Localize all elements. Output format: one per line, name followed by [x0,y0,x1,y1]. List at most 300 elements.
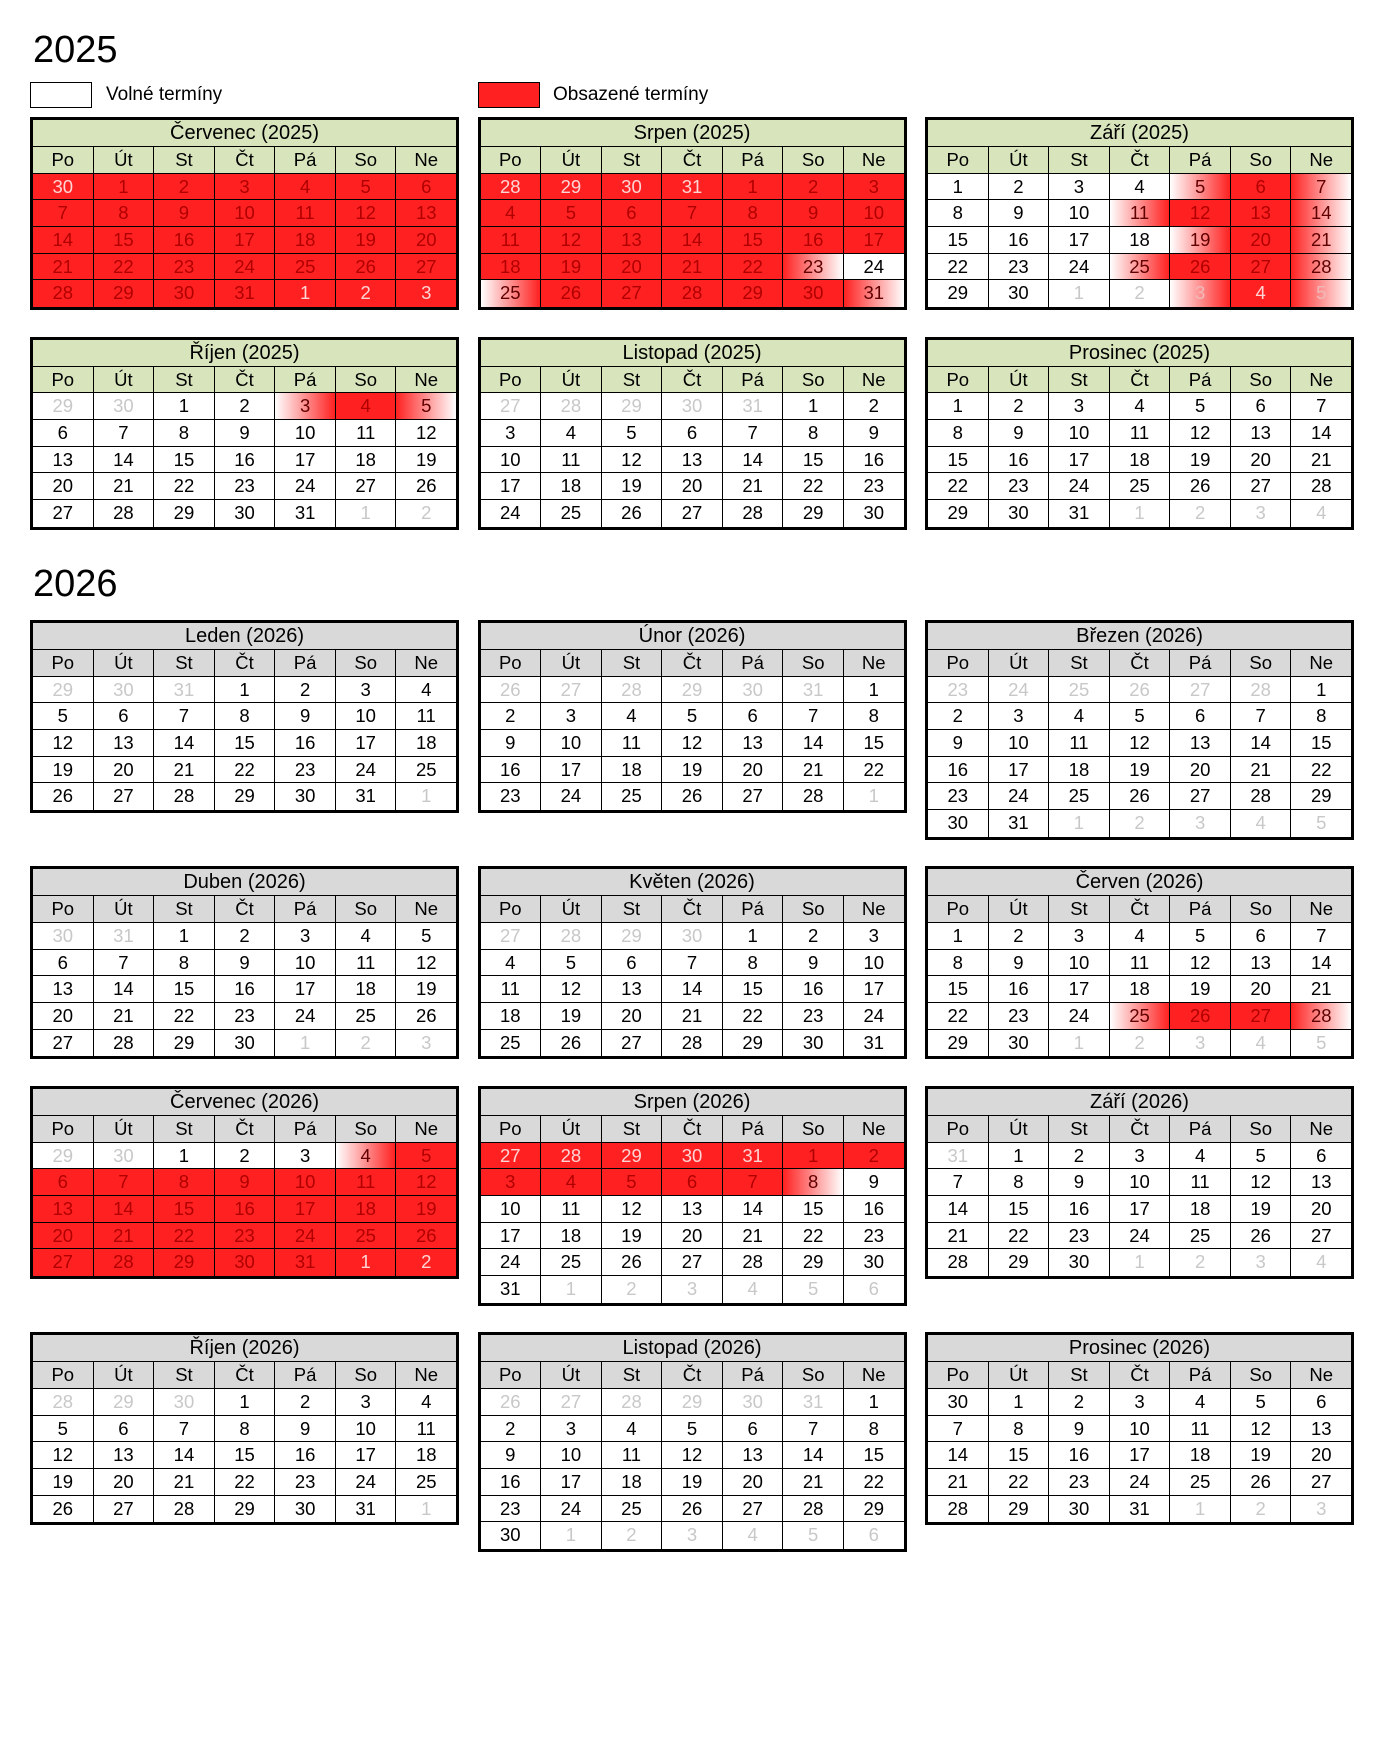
day-cell: 22 [863,1471,885,1492]
day-cell: 14 [783,730,844,756]
week-row [928,254,1351,281]
day-cell: 24 [541,783,602,810]
day-cell: 8 [868,1417,879,1439]
day-cell: 6 [94,703,155,729]
day-cell: 15 [154,447,215,473]
day-cell: 15 [863,732,885,754]
weekday-label: Ne [396,367,456,393]
year-title: 2025 [33,29,118,71]
day-cell: 9 [868,422,879,443]
weekday-label: Ne [844,367,904,393]
day-cell: 28 [662,280,723,307]
day-cell: 26 [1170,1003,1231,1029]
week-row [481,227,904,254]
day-cell: 4 [481,200,542,226]
week-row [33,280,456,307]
day-cell: 19 [1231,1196,1292,1222]
day-cell: 4 [1231,1030,1292,1057]
day-cell: 2 [783,174,844,200]
day-cell: 11 [1170,1416,1231,1442]
month-title: Listopad (2025) [481,340,904,367]
day-cell: 30 [94,1143,155,1169]
day-cell: 4 [1316,502,1327,524]
day-cell: 20 [1170,757,1231,783]
weekday-label: Čt [662,896,723,922]
day-cell: 29 [33,393,94,419]
day-cell: 4 [602,1416,663,1442]
day-cell: 18 [1110,227,1171,253]
day-cell: 4 [1231,280,1292,307]
day-cell: 22 [154,1223,215,1249]
day-cell: 30 [275,783,336,810]
day-cell: 4 [1110,923,1171,949]
day-cell: 10 [275,950,336,976]
day-cell: 25 [602,1496,663,1522]
weekday-label: St [154,650,215,676]
day-cell: 3 [275,393,336,419]
week-row [33,757,456,784]
day-cell: 21 [1291,227,1351,253]
day-cell: 6 [662,1169,723,1195]
weekday-label: St [1049,367,1110,393]
week-row [481,1223,904,1250]
day-cell: 2 [215,923,276,949]
weekday-label: Čt [215,1362,276,1388]
weekday-label: Út [541,650,602,676]
day-cell: 13 [723,1442,784,1468]
day-cell: 9 [868,1171,879,1193]
day-cell: 25 [541,500,602,527]
day-cell: 26 [662,783,723,810]
day-cell: 17 [1110,1442,1171,1468]
week-row [33,1003,456,1030]
day-cell: 2 [844,1143,904,1169]
day-cell: 1 [868,678,879,700]
day-cell: 1 [1049,1030,1110,1057]
day-cell: 22 [989,1223,1050,1249]
day-cell: 19 [336,227,397,253]
day-cell: 29 [154,1249,215,1276]
weekday-label: Čt [215,147,276,173]
weekday-label: Čt [215,650,276,676]
day-cell: 28 [541,393,602,419]
weekday-row [481,896,904,923]
weekday-label: Ne [396,896,456,922]
weekday-label: Po [33,650,94,676]
week-row [481,1389,904,1416]
day-cell: 30 [863,1251,885,1273]
day-cell: 19 [662,1469,723,1495]
week-row [481,200,904,227]
day-cell: 6 [868,1278,879,1300]
day-cell: 20 [1231,447,1292,473]
weekday-row [33,367,456,394]
week-row [481,976,904,1003]
week-row [928,174,1351,201]
day-cell: 29 [662,1389,723,1415]
day-cell: 25 [275,254,336,280]
day-cell: 16 [989,227,1050,253]
week-row [928,1496,1351,1523]
day-cell: 7 [662,200,723,226]
day-cell: 13 [1310,1171,1332,1193]
day-cell: 5 [396,1143,456,1169]
day-cell: 25 [481,1030,542,1057]
day-cell: 21 [723,1223,784,1249]
day-cell: 5 [1170,393,1231,419]
day-cell: 1 [421,1497,432,1519]
week-row [33,1223,456,1250]
day-cell: 13 [1231,200,1292,226]
day-cell: 1 [723,174,784,200]
day-cell: 18 [541,473,602,499]
day-cell: 27 [1231,254,1292,280]
day-cell: 16 [275,730,336,756]
week-row [33,1469,456,1496]
day-cell: 10 [481,447,542,473]
day-cell: 11 [416,1417,436,1439]
day-cell: 3 [336,677,397,703]
day-cell: 2 [989,174,1050,200]
day-cell: 12 [1170,200,1231,226]
month-title: Duben (2026) [33,869,456,896]
day-cell: 5 [1170,923,1231,949]
weekday-row [928,650,1351,677]
day-cell: 27 [1170,677,1231,703]
day-cell: 8 [928,200,989,226]
day-cell: 4 [481,950,542,976]
weekday-label: Út [541,367,602,393]
day-cell: 25 [1170,1469,1231,1495]
day-cell: 15 [928,227,989,253]
day-cell: 1 [1049,810,1110,837]
day-cell: 3 [989,703,1050,729]
day-cell: 3 [1231,500,1292,527]
weekday-label: Po [481,1362,542,1388]
day-cell: 5 [783,1276,844,1303]
day-cell: 27 [541,1389,602,1415]
weekday-label: So [336,147,397,173]
day-cell: 21 [154,1469,215,1495]
day-cell: 17 [1049,447,1110,473]
weekday-label: Po [33,147,94,173]
day-cell: 29 [154,500,215,527]
day-cell: 24 [863,1005,885,1027]
weekday-label: Út [541,1116,602,1142]
day-cell: 20 [1231,976,1292,1002]
day-cell: 6 [1231,923,1292,949]
day-cell: 8 [783,420,844,446]
day-cell: 8 [928,420,989,446]
weekday-label: Pá [723,147,784,173]
day-cell: 11 [1049,730,1110,756]
day-cell: 4 [421,1390,432,1412]
day-cell: 29 [723,280,784,307]
day-cell: 20 [33,473,94,499]
day-cell: 7 [662,950,723,976]
day-cell: 12 [336,200,397,226]
weekday-label: So [783,1362,844,1388]
day-cell: 30 [989,500,1050,527]
day-cell: 7 [33,200,94,226]
day-cell: 19 [1170,227,1231,253]
weekday-label: So [1231,1116,1292,1142]
weekday-row [481,367,904,394]
weekday-label: Čt [1110,1116,1171,1142]
day-cell: 4 [421,678,432,700]
day-cell: 14 [94,447,155,473]
weekday-row [33,650,456,677]
day-cell: 23 [275,757,336,783]
day-cell: 30 [33,923,94,949]
day-cell: 29 [215,783,276,810]
day-cell: 9 [1049,1416,1110,1442]
day-cell: 2 [1231,1496,1292,1523]
day-cell: 6 [396,174,456,200]
weekday-label: St [154,896,215,922]
day-cell: 10 [336,1416,397,1442]
weekday-label: St [154,1362,215,1388]
month-calendar [925,866,1354,1059]
day-cell: 11 [481,976,542,1002]
weekday-row [481,1362,904,1389]
day-cell: 22 [154,473,215,499]
weekday-label: Ne [1291,1116,1351,1142]
weekday-label: Pá [1170,896,1231,922]
weekday-label: Pá [275,650,336,676]
day-cell: 23 [928,677,989,703]
day-cell: 31 [844,280,904,307]
day-cell: 15 [783,1196,844,1222]
week-row [928,923,1351,950]
day-cell: 4 [1110,174,1171,200]
day-cell: 1 [723,923,784,949]
weekday-label: Ne [1291,650,1351,676]
day-cell: 16 [863,1198,885,1219]
weekday-label: So [336,650,397,676]
weekday-label: St [602,896,663,922]
day-cell: 6 [94,1416,155,1442]
day-cell: 26 [481,677,542,703]
day-cell: 7 [783,703,844,729]
weekday-label: Po [928,147,989,173]
week-row [928,703,1351,730]
weekday-label: Čt [1110,1362,1171,1388]
day-cell: 3 [421,1031,432,1053]
week-row [33,1249,456,1276]
day-cell: 2 [336,1030,397,1057]
day-cell: 18 [415,732,437,754]
weekday-label: Pá [1170,650,1231,676]
weekday-row [928,367,1351,394]
week-row [33,227,456,254]
day-cell: 7 [1316,925,1327,946]
day-cell: 19 [415,448,437,470]
day-cell: 17 [1110,1196,1171,1222]
day-cell: 4 [1231,810,1292,837]
weekday-label: Ne [396,147,456,173]
day-cell: 24 [336,1469,397,1495]
day-cell: 14 [33,227,94,253]
day-cell: 23 [783,254,844,280]
weekday-row [928,147,1351,174]
day-cell: 30 [1049,1496,1110,1523]
day-cell: 29 [602,393,663,419]
day-cell: 24 [989,677,1050,703]
week-row [928,1389,1351,1416]
day-cell: 4 [275,174,336,200]
day-cell: 12 [1170,950,1231,976]
weekday-label: Ne [844,1116,904,1142]
day-cell: 10 [1049,950,1110,976]
day-cell: 3 [662,1522,723,1549]
week-row [33,447,456,474]
day-cell: 23 [215,1003,276,1029]
day-cell: 24 [275,1003,336,1029]
month-calendar [478,1332,907,1552]
day-cell: 23 [1049,1469,1110,1495]
week-row [928,227,1351,254]
day-cell: 27 [662,1249,723,1275]
day-cell: 21 [94,473,155,499]
day-cell: 30 [215,1030,276,1057]
day-cell: 27 [1231,473,1292,499]
day-cell: 6 [868,1524,879,1546]
day-cell: 14 [1310,951,1332,973]
weekday-label: Ne [1291,367,1351,393]
day-cell: 3 [1110,1143,1171,1169]
weekday-label: Ne [396,1362,456,1388]
day-cell: 23 [481,1496,542,1522]
day-cell: 29 [928,500,989,527]
weekday-label: Po [481,147,542,173]
weekday-label: Čt [1110,367,1171,393]
month-calendar [925,1332,1354,1525]
weekday-label: Čt [1110,896,1171,922]
day-cell: 28 [154,783,215,810]
day-cell: 16 [481,1469,542,1495]
day-cell: 16 [481,757,542,783]
day-cell: 5 [662,1416,723,1442]
day-cell: 11 [541,1196,602,1222]
day-cell: 9 [989,420,1050,446]
day-cell: 1 [868,1390,879,1412]
day-cell: 19 [33,1469,94,1495]
day-cell: 26 [1231,1223,1292,1249]
day-cell: 21 [154,757,215,783]
day-cell: 17 [1049,227,1110,253]
day-cell: 28 [94,1249,155,1276]
week-row [481,703,904,730]
week-row [481,393,904,420]
day-cell: 2 [602,1522,663,1549]
day-cell: 19 [602,1223,663,1249]
day-cell: 27 [723,783,784,810]
weekday-label: Út [989,147,1050,173]
day-cell: 28 [541,1143,602,1169]
weekday-label: Út [541,147,602,173]
week-row [481,1442,904,1469]
day-cell: 29 [783,500,844,527]
day-cell: 25 [336,1223,397,1249]
day-cell: 11 [1170,1169,1231,1195]
day-cell: 29 [928,1030,989,1057]
day-cell: 2 [989,393,1050,419]
day-cell: 1 [928,174,989,200]
week-row [928,1416,1351,1443]
day-cell: 5 [1316,1031,1327,1053]
week-row [928,1249,1351,1276]
day-cell: 17 [275,976,336,1002]
day-cell: 18 [541,1223,602,1249]
day-cell: 18 [1110,447,1171,473]
day-cell: 2 [1049,1143,1110,1169]
day-cell: 30 [989,280,1050,307]
day-cell: 4 [1170,1389,1231,1415]
day-cell: 1 [928,393,989,419]
day-cell: 6 [723,703,784,729]
day-cell: 28 [602,1389,663,1415]
week-row [481,923,904,950]
week-row [33,976,456,1003]
legend-booked-swatch [478,82,540,108]
day-cell: 5 [1231,1389,1292,1415]
week-row [481,1030,904,1057]
day-cell: 28 [154,1496,215,1523]
weekday-row [481,1116,904,1143]
weekday-label: St [602,1116,663,1142]
day-cell: 2 [1110,1030,1171,1057]
day-cell: 7 [94,950,155,976]
day-cell: 21 [33,254,94,280]
week-row [928,280,1351,307]
day-cell: 15 [863,1444,885,1466]
day-cell: 25 [541,1249,602,1275]
day-cell: 3 [336,1389,397,1415]
weekday-label: Pá [723,650,784,676]
day-cell: 12 [1231,1416,1292,1442]
week-row [928,1223,1351,1250]
day-cell: 9 [989,200,1050,226]
day-cell: 1 [989,1143,1050,1169]
day-cell: 15 [154,976,215,1002]
day-cell: 30 [33,174,94,200]
weekday-label: Pá [275,1362,336,1388]
week-row [481,280,904,307]
day-cell: 8 [154,420,215,446]
day-cell: 10 [1110,1169,1171,1195]
week-row [33,677,456,704]
day-cell: 27 [1310,1471,1332,1492]
day-cell: 23 [481,783,542,810]
day-cell: 2 [215,393,276,419]
weekday-label: So [336,1116,397,1142]
day-cell: 26 [1170,473,1231,499]
day-cell: 21 [1231,757,1292,783]
day-cell: 20 [396,227,456,253]
week-row [481,1196,904,1223]
day-cell: 8 [723,200,784,226]
weekday-row [33,896,456,923]
day-cell: 5 [541,200,602,226]
week-row [928,1196,1351,1223]
month-calendar [478,866,907,1059]
day-cell: 2 [1110,810,1171,837]
day-cell: 4 [336,923,397,949]
day-cell: 1 [154,923,215,949]
weekday-label: St [154,1116,215,1142]
day-cell: 7 [94,420,155,446]
